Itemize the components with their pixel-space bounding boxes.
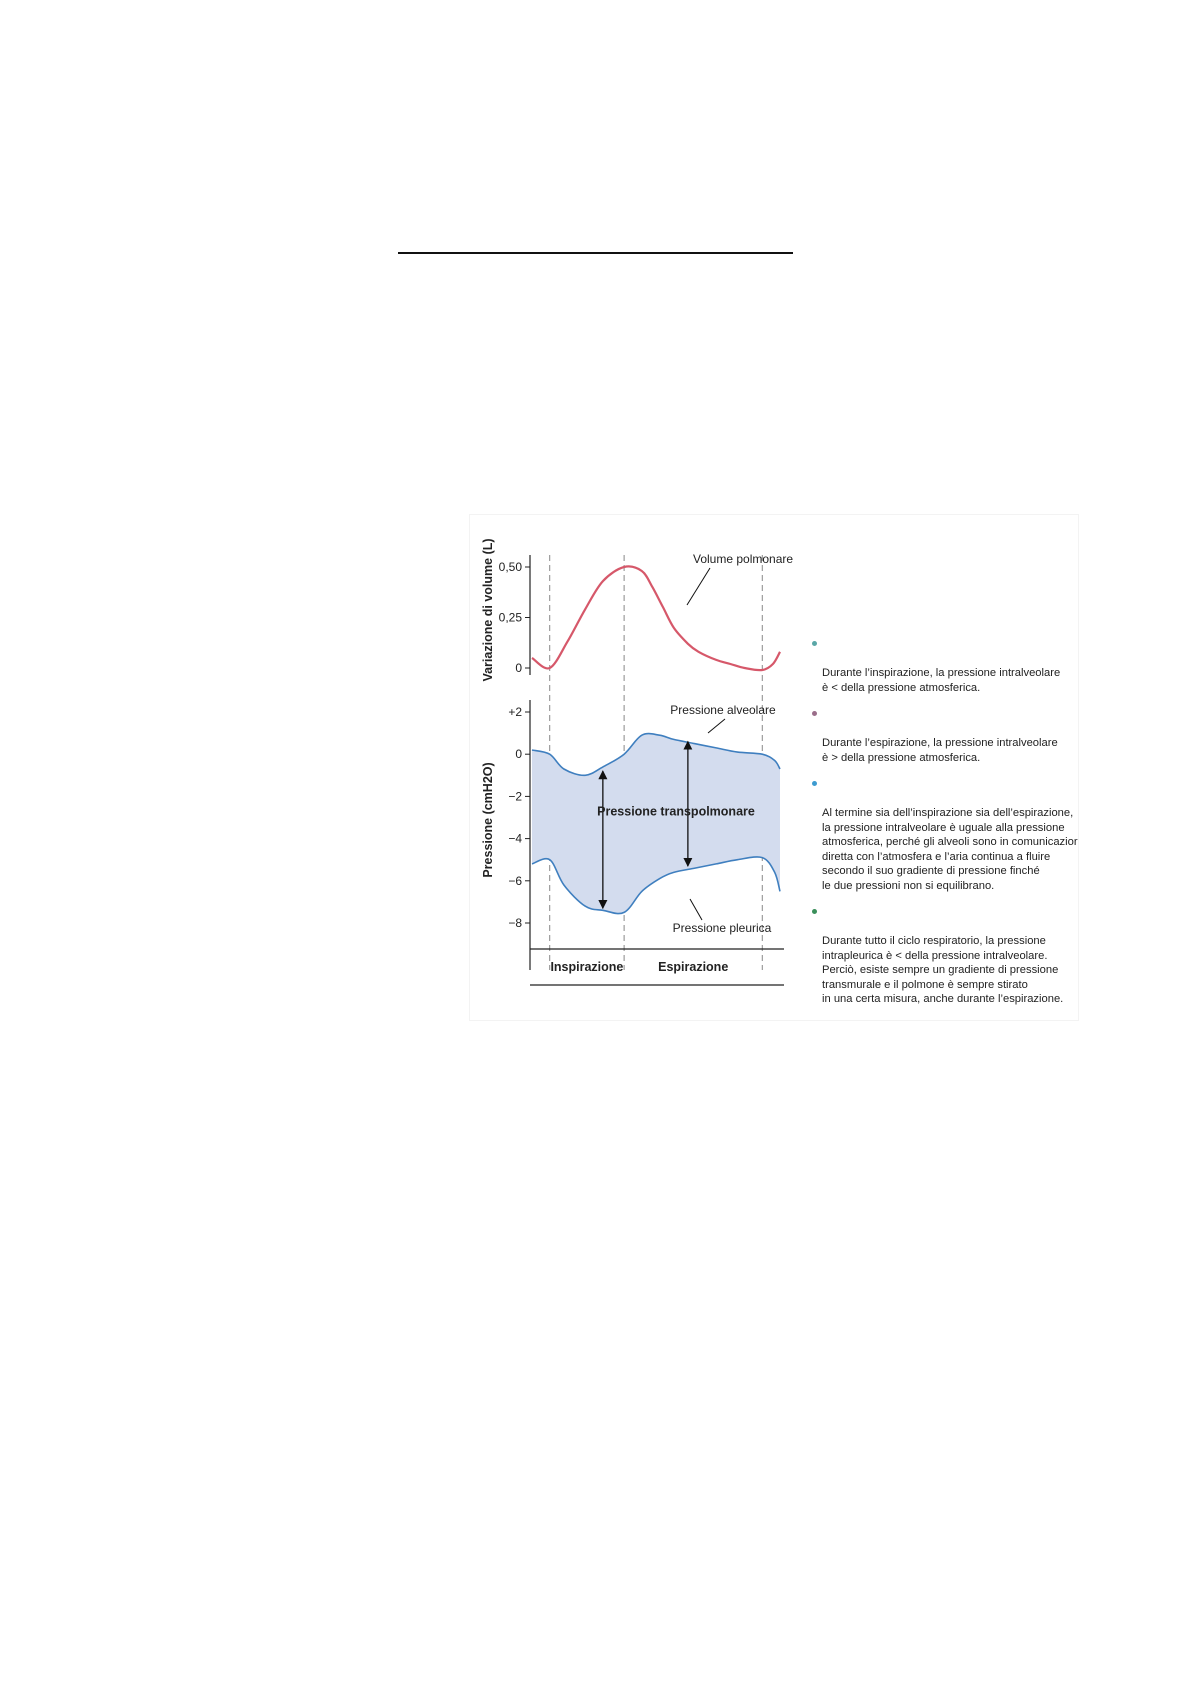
pressure-tick-label: −4 [508,831,522,846]
note-bullet-icon [812,781,817,786]
alveolar-series-label: Pressione alveolare [670,703,776,717]
note-item [812,777,1080,893]
volume-tick-label: 0 [515,661,522,675]
note-text: Durante l’espirazione, la pressione intralveolare è > della pressione atmosferica. [822,737,1058,764]
top-rule [398,252,793,254]
pressure-tick-label: −6 [508,873,522,888]
pleural-series-label: Pressione pleurica [672,921,772,935]
note-item [812,905,1080,1007]
pleural-leader-line [690,899,702,920]
alveolar-leader-line [708,719,725,733]
phase-label-expiration: Espirazione [658,960,729,974]
volume-tick-label: 0,25 [498,610,522,625]
note-text: Durante l’inspirazione, la pressione intralveolare è < della pressione atmosferica. [822,667,1061,694]
pressure-tick-label: −2 [508,789,522,804]
volume-line [532,566,780,670]
note-text: Durante tutto il ciclo respiratorio, la pressione intrapleurica è < della pressione intralveolare. Perciò, esiste sempre un gradiente di pressione transmurale e il polmone è sempre stirato in una certa misura, anche durante l’espirazione. [822,935,1064,1005]
note-bullet-icon [812,711,817,716]
pressure-tick-label: 0 [515,747,522,762]
pressure-tick-label: +2 [508,705,522,719]
volume-series-label: Volume polmonare [693,552,794,566]
transpulmonary-area [532,734,780,914]
volume-tick-label: 0,50 [498,560,522,574]
note-item [812,707,1080,765]
notes-panel [812,637,1080,1019]
volume-leader-line [687,568,710,605]
transpulmonary-label: Pressione transpolmonare [597,804,755,819]
respiration-figure [470,515,1078,1020]
note-bullet-icon [812,641,817,646]
note-bullet-icon [812,909,817,914]
note-item [812,637,1080,695]
phase-label-inspiration: Inspirazione [550,960,624,974]
pressure-axis-title: Pressione (cmH2O) [481,762,495,878]
pressure-tick-label: −8 [508,916,522,930]
volume-axis-title: Variazione di volume (L) [481,538,495,682]
note-text: Al termine sia dell’inspirazione sia dell’espirazione, la pressione intralveolare è uguale alla pressione atmosferica, perché gli alveoli sono in comunicazior diretta con l’atmosfera e l’aria continua a fluire secondo il suo gradiente di pressione finché le due pressioni non si equilibrano. [822,807,1078,892]
